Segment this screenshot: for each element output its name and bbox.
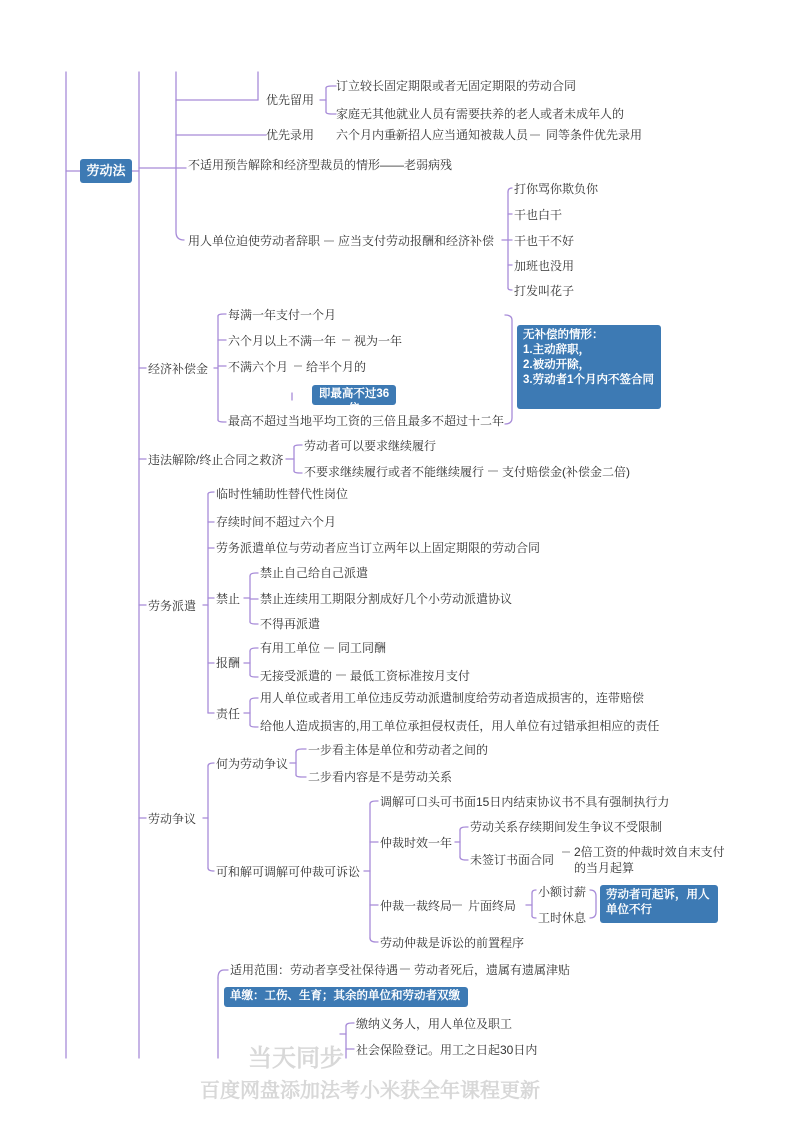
node-weifa[interactable]: 违法解除/终止合同之救济	[148, 453, 284, 467]
node-jb-4[interactable]: 最高不超过当地平均工资的三倍且最多不超过十二年	[228, 414, 505, 428]
node-liuyong-2[interactable]: 家庭无其他就业人员有需要扶养的老人或者未成年人的	[336, 107, 625, 121]
node-pianmian[interactable]: 片面终局	[468, 899, 517, 913]
node-shebao-1[interactable]: 适用范围：劳动者享受社保待遇	[230, 963, 399, 977]
node-jz-2[interactable]: 禁止连续用工期限分割成好几个小劳动派遣协议	[260, 592, 513, 606]
node-yicai[interactable]: 仲裁一裁终局	[380, 899, 453, 913]
node-youxian-luyong[interactable]: 优先录用	[266, 128, 315, 142]
node-luyong-1[interactable]: 六个月内重新招人应当通知被裁人员	[336, 128, 529, 142]
node-hewei[interactable]: 何为劳动争议	[216, 757, 289, 771]
node-pocizhi[interactable]: 用人单位迫使劳动者辞职	[188, 234, 321, 248]
node-leaf-1[interactable]: 打你骂你欺负你	[514, 182, 599, 196]
node-hw-2[interactable]: 二步看内容是不是劳动关系	[308, 770, 453, 784]
note-keqisu: 劳动者可起诉，用人单位不行	[600, 885, 718, 923]
node-shebao-1b[interactable]: 劳动者死后，遗属有遗属津贴	[414, 963, 571, 977]
node-bushiyong[interactable]: 不适用预告解除和经济型裁员的情形——老弱病残	[188, 158, 453, 172]
node-bc-1[interactable]: 有用工单位	[260, 641, 321, 655]
node-zr-2[interactable]: 给他人造成损害的,用工单位承担侵权责任，用人单位有过错承担相应的责任	[260, 719, 660, 733]
node-sx-2[interactable]: 未签订书面合同	[470, 853, 555, 867]
node-shebao-4[interactable]: 社会保险登记。用工之日起30日内	[356, 1043, 538, 1057]
node-qianzhi[interactable]: 劳动仲裁是诉讼的前置程序	[380, 936, 525, 950]
node-wf-2[interactable]: 不要求继续履行或者不能继续履行	[304, 465, 485, 479]
node-paiqian[interactable]: 劳务派遣	[148, 599, 197, 613]
node-jz-1[interactable]: 禁止自己给自己派遣	[260, 566, 369, 580]
node-shebao-3[interactable]: 缴纳义务人，用人单位及职工	[356, 1017, 513, 1031]
node-pq-1[interactable]: 临时性辅助性替代性岗位	[216, 487, 349, 501]
root-node[interactable]: 劳动法	[80, 159, 132, 183]
node-youxian-liuyong[interactable]: 优先留用	[266, 93, 315, 107]
node-tj-1[interactable]: 调解可口头可书面15日内结束协议书不具有强制执行力	[380, 795, 670, 809]
node-pq-2[interactable]: 存续时间不超过六个月	[216, 515, 337, 529]
node-baochou[interactable]: 报酬	[216, 656, 241, 670]
node-jinzhi[interactable]: 禁止	[216, 592, 241, 606]
node-jb-2b[interactable]: 视为一年	[354, 334, 403, 348]
note-jiaona: 单缴：工伤、生育；其余的单位和劳动者双缴	[224, 987, 468, 1007]
node-leaf-5[interactable]: 打发叫花子	[514, 284, 575, 298]
node-sx-2b[interactable]: 2倍工资的仲裁时效自末支付的当月起算	[574, 845, 725, 875]
node-jingji-buchang[interactable]: 经济补偿金	[148, 362, 209, 376]
node-hw-1[interactable]: 一步看主体是单位和劳动者之间的	[308, 743, 489, 757]
node-pm-1[interactable]: 小额讨薪	[538, 885, 587, 899]
node-jb-1[interactable]: 每满一年支付一个月	[228, 308, 337, 322]
node-jz-3[interactable]: 不得再派遣	[260, 617, 321, 631]
node-bc-2b[interactable]: 最低工资标准按月支付	[350, 669, 471, 683]
node-ketiaojie[interactable]: 可和解可调解可仲裁可诉讼	[216, 865, 361, 879]
watermark-line-2: 百度网盘添加法考小米获全年课程更新	[200, 1080, 540, 1102]
node-zhengyi[interactable]: 劳动争议	[148, 812, 197, 826]
node-leaf-2[interactable]: 干也白干	[514, 208, 563, 222]
note-zuigao-36: 即最高不过36倍	[312, 385, 396, 405]
node-zeren[interactable]: 责任	[216, 707, 241, 721]
node-jb-3[interactable]: 不满六个月	[228, 360, 289, 374]
node-leaf-4[interactable]: 加班也没用	[514, 259, 575, 273]
watermark-line-1: 当天同步	[248, 1045, 344, 1072]
node-shixiao[interactable]: 仲裁时效一年	[380, 836, 453, 850]
node-pocizhi-buchang[interactable]: 应当支付劳动报酬和经济补偿	[338, 234, 495, 248]
node-zr-1[interactable]: 用人单位或者用工单位违反劳动派遣制度给劳动者造成损害的，连带赔偿	[260, 691, 645, 705]
node-jb-3b[interactable]: 给半个月的	[306, 360, 367, 374]
node-bc-1b[interactable]: 同工同酬	[338, 641, 387, 655]
node-liuyong-1[interactable]: 订立较长固定期限或者无固定期限的劳动合同	[336, 79, 577, 93]
node-sx-1[interactable]: 劳动关系存续期间发生争议不受限制	[470, 820, 663, 834]
node-bc-2[interactable]: 无接受派遣的	[260, 669, 333, 683]
node-jb-2[interactable]: 六个月以上不满一年	[228, 334, 337, 348]
node-luyong-2[interactable]: 同等条件优先录用	[546, 128, 643, 142]
node-pq-3[interactable]: 劳务派遣单位与劳动者应当订立两年以上固定期限的劳动合同	[216, 541, 541, 555]
node-leaf-3[interactable]: 干也干不好	[514, 234, 575, 248]
node-wf-2b[interactable]: 支付赔偿金(补偿金二倍)	[502, 465, 630, 479]
node-pm-2[interactable]: 工时休息	[538, 911, 587, 925]
note-wubuchang: 无补偿的情形： 1.主动辞职， 2.被动开除， 3.劳动者1个月内不签合同	[517, 325, 661, 409]
node-wf-1[interactable]: 劳动者可以要求继续履行	[304, 439, 437, 453]
